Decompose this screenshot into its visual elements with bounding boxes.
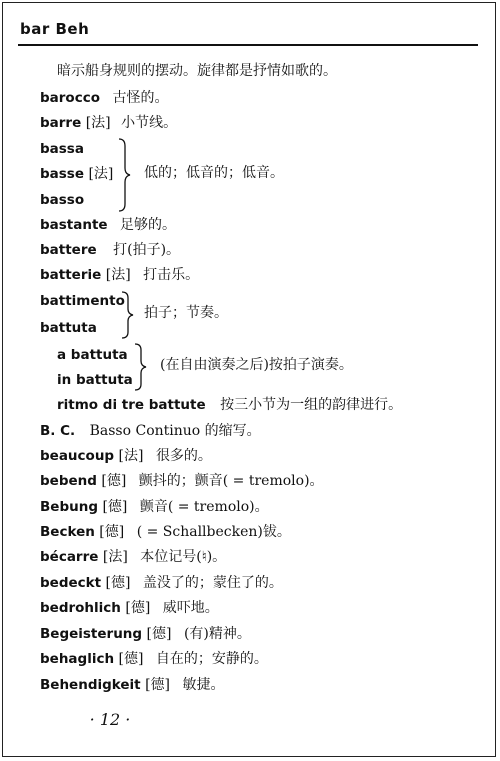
headword: batterie [40, 267, 102, 283]
definition: 打(拍子)。 [113, 242, 181, 258]
entry-behaglich [40, 650, 268, 668]
brace [120, 291, 134, 339]
language-tag: [法] [88, 166, 114, 182]
language-tag: [德] [99, 524, 125, 540]
language-tag: [德] [102, 499, 128, 515]
headword: basso [40, 192, 85, 208]
headword: Behendigkeit [40, 677, 141, 693]
headword: Begeisterung [40, 626, 143, 642]
entry-barocco [40, 89, 168, 107]
headword: bebend [40, 473, 97, 489]
definition: 足够的。 [120, 217, 177, 233]
entry-battere [40, 241, 180, 259]
language-tag: [德] [146, 626, 172, 642]
brace [133, 343, 147, 391]
language-tag: [法] [85, 115, 111, 131]
headword: bécarre [40, 549, 99, 565]
entry-battimento [40, 292, 125, 310]
page-number: · 12 · [89, 710, 131, 729]
headword: Bebung [40, 499, 98, 515]
definition: 很多的。 [155, 448, 212, 464]
language-tag: [法] [105, 267, 131, 283]
definition: 自在的；安静的。 [155, 651, 268, 667]
entry-bedeckt [40, 574, 283, 592]
definition: 颤音( = tremolo)。 [139, 499, 269, 515]
headword: barre [40, 115, 82, 131]
headword: battere [40, 242, 97, 258]
entry-bedrohlich [40, 599, 219, 617]
headword: bedeckt [40, 575, 102, 591]
definition: 小节线。 [121, 115, 178, 131]
headword: behaglich [40, 651, 115, 667]
headword: battuta [40, 320, 97, 336]
entry-ritmo-di-tre-battute [57, 396, 402, 414]
language-tag: [法] [102, 549, 128, 565]
headword: Becken [40, 524, 95, 540]
language-tag: [德] [125, 600, 151, 616]
definition: 本位记号(♮)。 [140, 549, 227, 565]
headword: barocco [40, 90, 100, 106]
entry-basso [40, 191, 84, 209]
definition: ( = Schallbecken)钹。 [136, 524, 291, 540]
entry-bebung [40, 498, 269, 516]
headword: ritmo di tre battute [57, 397, 206, 413]
entry-bastante [40, 216, 176, 234]
entry-battuta [40, 319, 97, 337]
definition: 按三小节为一组的韵律进行。 [220, 397, 403, 413]
definition: Basso Continuo 的缩写。 [89, 423, 261, 439]
entry-batterie [40, 266, 199, 284]
entry-begeisterung [40, 625, 251, 643]
definition: 颤抖的；颤音( = tremolo)。 [138, 473, 324, 489]
headword: battimento [40, 293, 125, 309]
entry-barre [40, 114, 177, 132]
headword: in battuta [57, 372, 133, 388]
definition: 敏捷。 [182, 677, 225, 693]
header-rule [18, 44, 478, 46]
group-definition-bassa: 低的；低音的；低音。 [144, 165, 284, 181]
entry-a-battuta [57, 346, 128, 364]
running-head: bar Beh [20, 20, 90, 38]
definition: 打击乐。 [143, 267, 200, 283]
group-definition-battuta: 拍子；节奏。 [144, 305, 228, 321]
language-tag: [法] [118, 448, 144, 464]
entry-beaucoup [40, 447, 212, 465]
headword: bastante [40, 217, 108, 233]
entry-bassa [40, 140, 84, 158]
definition: (有)精神。 [183, 626, 251, 642]
brace [117, 138, 131, 212]
entry-in-battuta [57, 371, 133, 389]
definition: 古怪的。 [112, 90, 169, 106]
headword: bassa [40, 141, 84, 157]
headword: basse [40, 166, 85, 182]
entry-behendigkeit [40, 676, 224, 694]
headword: a battuta [57, 347, 128, 363]
entry-becken [40, 523, 291, 541]
entry-becarre [40, 548, 226, 566]
continuation-text: 暗示船身规则的摆动。旋律都是抒情如歌的。 [57, 63, 337, 79]
definition: 威吓地。 [162, 600, 219, 616]
language-tag: [德] [145, 677, 171, 693]
language-tag: [德] [118, 651, 144, 667]
language-tag: [德] [101, 473, 127, 489]
entry-bebend [40, 472, 324, 490]
group-definition-a-battuta: (在自由演奏之后)按拍子演奏。 [160, 357, 353, 373]
headword: B. C. [40, 423, 76, 439]
entry-basse [40, 165, 113, 183]
headword: beaucoup [40, 448, 115, 464]
definition: 盖没了的；蒙住了的。 [142, 575, 283, 591]
headword: bedrohlich [40, 600, 121, 616]
entry-bc [40, 422, 261, 440]
language-tag: [德] [105, 575, 131, 591]
